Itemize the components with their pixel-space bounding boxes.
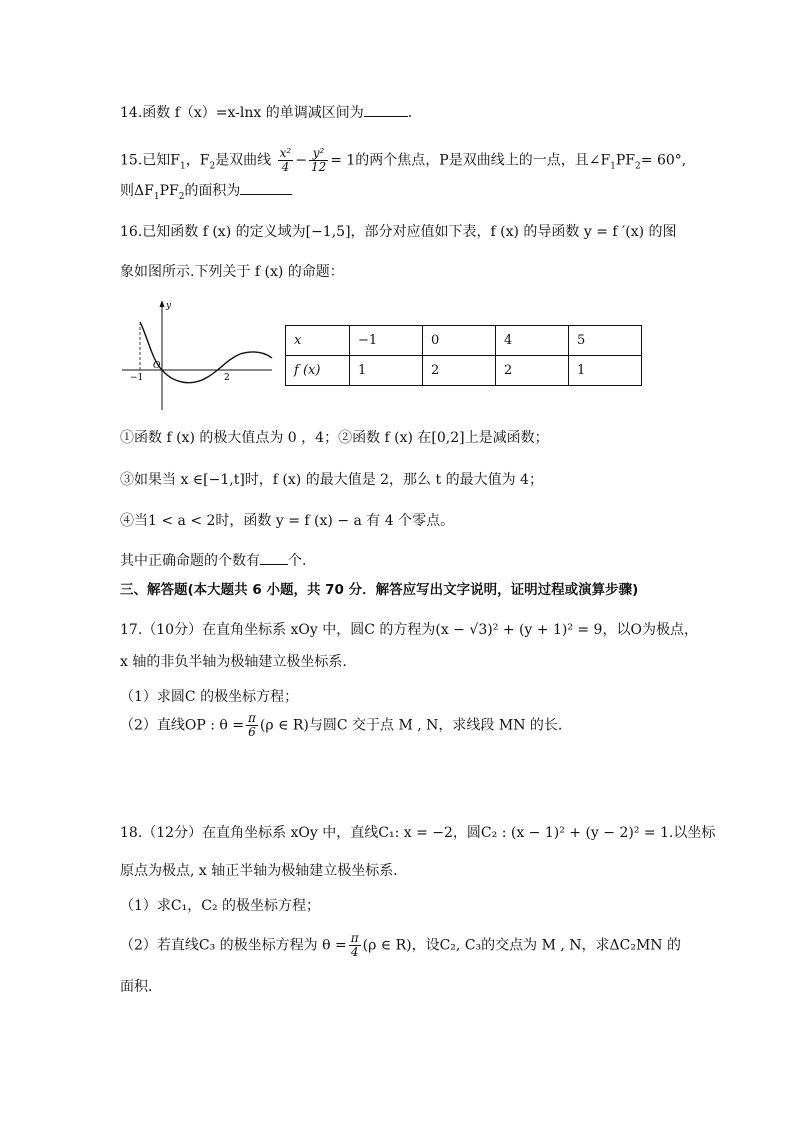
two-label: 2: [224, 373, 230, 383]
q15-text-c: 是双曲线: [215, 152, 272, 169]
table-cell: 5: [569, 326, 642, 356]
q17-line2: x 轴的非负半轴为极轴建立极坐标系.: [120, 654, 347, 670]
q15-text-e: PF: [615, 152, 636, 169]
q16-proposition-1-2: ①函数 f (x) 的极大值点为 0 ，4；②函数 f (x) 在[0,2]上是减函数；: [120, 430, 549, 446]
table-row: [286, 326, 642, 356]
q17-part2-a: （2）直线OP : θ =: [120, 717, 245, 734]
q18-part2-a: （2）若直线C₃ 的极坐标方程为 θ =: [120, 937, 347, 954]
q17-part2-b: (ρ ∈ R)与圆C 交于点 M , N，求线段 MN 的长.: [259, 717, 563, 734]
q16-proposition-4: ④当1 < a < 2时，函数 y = f (x) − a 有 4 个零点。: [120, 513, 455, 529]
q16-proposition-3: ③如果当 x ∈[−1,t]时，f (x) 的最大值是 2，那么 t 的最大值为 4；: [120, 472, 543, 488]
q15-text-a: 15.已知F: [120, 152, 180, 169]
q14-line: [120, 102, 412, 123]
q15-text-f: = 60°,: [640, 152, 687, 169]
q14-end: .: [407, 105, 413, 121]
q15-text-g: 则ΔF: [120, 183, 154, 199]
q15-blank: [240, 180, 292, 195]
derivative-graph: [122, 298, 277, 416]
table-cell: 4: [496, 326, 569, 356]
q16-line1: 16.已知函数 f (x) 的定义域为[−1,5]，部分对应值如下表，f (x) 的导函数 y = f ′(x) 的图: [120, 224, 677, 240]
q16-question-end: 个.: [288, 553, 307, 569]
q15-line2: 则$\Delta F_1PF_2$的面积为: [120, 180, 292, 207]
q15-text-h: PF: [159, 183, 179, 199]
table-cell: 1: [350, 356, 423, 386]
q17-part1: （1）求圆C 的极坐标方程；: [120, 689, 299, 705]
q15-text-d: = 1的两个焦点，P是双曲线上的一点，且∠F: [330, 152, 611, 169]
q14-text: 14.函数 f（x）=x-lnx 的单调减区间为: [120, 105, 364, 121]
neg1-label: −1: [130, 373, 144, 383]
q18-line2: 原点为极点, x 轴正半轴为极轴建立极坐标系．: [120, 863, 408, 879]
table-cell: −1: [350, 326, 423, 356]
q15-frac-x: $\frac{\text{x²}}{4}$: [279, 146, 292, 174]
q18-frac: $\frac{\pi}{4}$: [350, 931, 359, 959]
q18-line5: 面积．: [120, 979, 162, 995]
y-axis-arrow: [160, 300, 165, 307]
q15-text-i: 的面积为: [184, 183, 241, 199]
q16-question: [120, 550, 306, 571]
q18-part2: [120, 932, 681, 959]
table-cell: x: [286, 326, 350, 356]
y-label: y: [166, 301, 172, 311]
table-cell: 1: [569, 356, 642, 386]
q15-text-b: ，F: [185, 152, 210, 169]
q18-line1: 18.（12分）在直角坐标系 xOy 中，直线C₁: x = −2，圆C₂ : (x − 1)² + (y − 2)² = 1.以坐标: [120, 825, 716, 841]
table-cell: f (x): [286, 356, 350, 386]
q14-blank: [364, 102, 408, 117]
q15-line1: 15.已知$F_1$，$F_2$是双曲线 $\frac{\text{x²}}{4}$ − $\frac{\text{y²}}{12}$ = 1的两个焦点，P是双曲线上的一点，且$\angle F_1PF_2= 60^\circ$,: [120, 146, 687, 174]
origin-label: O: [153, 361, 161, 371]
q16-blank: [260, 550, 288, 565]
q15-frac-y: $\frac{\text{y²}}{12}$: [310, 146, 327, 174]
q18-part1: （1）求C₁，C₂ 的极坐标方程；: [120, 898, 321, 914]
q18-part2-b: (ρ ∈ R)，设C₂, C₃的交点为 M , N，求ΔC₂MN 的: [362, 937, 682, 954]
q16-question-text: 其中正确命题的个数有: [120, 553, 260, 569]
q16-line2: 象如图所示.下列关于 f (x) 的命题：: [120, 264, 344, 280]
table-cell: 2: [423, 356, 496, 386]
table-cell: 2: [496, 356, 569, 386]
table-row: [286, 356, 642, 386]
q17-line1: 17.（10分）在直角坐标系 xOy 中，圆C 的方程为(x − √3)² + (y + 1)² = 9，以O为极点，: [120, 622, 698, 638]
section-3-heading: 三、解答题(本大题共 6 小题，共 70 分．解答应写出文字说明，证明过程或演算步骤): [120, 582, 639, 598]
table-cell: 0: [423, 326, 496, 356]
values-table: [285, 325, 642, 386]
q17-part2: [120, 712, 562, 739]
q17-frac: $\frac{\pi}{6}$: [248, 711, 256, 739]
derivative-curve: [140, 322, 272, 383]
